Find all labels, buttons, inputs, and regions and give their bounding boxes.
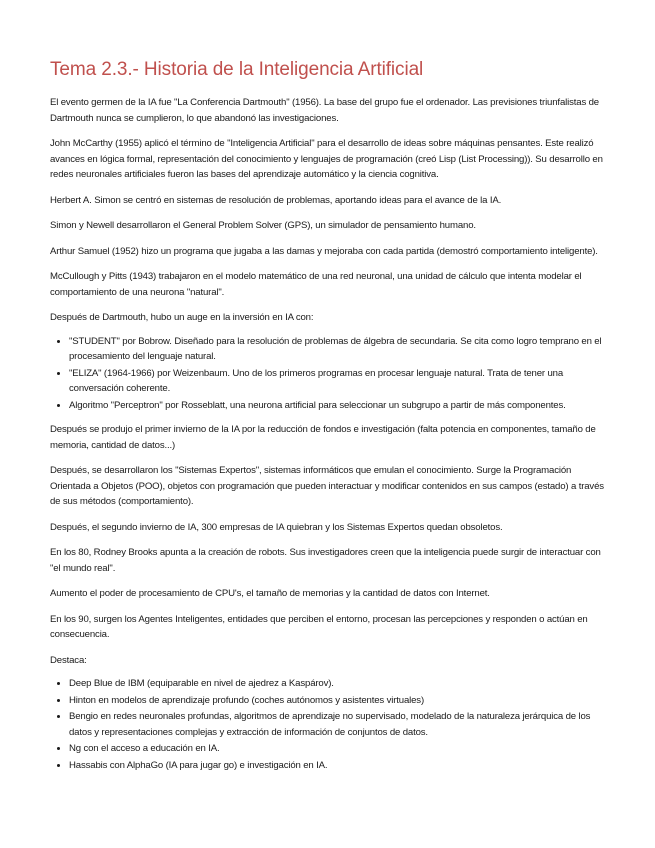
paragraph-simon: Herbert A. Simon se centró en sistemas de resolución de problemas, aportando ideas para el avance de la IA. xyxy=(50,194,502,206)
paragraph-gps: Simon y Newell desarrollaron el General Problem Solver (GPS), un simulador de pensamiento humano. xyxy=(50,220,476,231)
paragraph-intelligent-agents: En los 90, surgen los Agentes Inteligentes, entidades que perciben el entorno, procesan las percepciones y responden o actúan en consecuencia. xyxy=(50,613,588,640)
list-item: • "ELIZA" (1964-1966) por Weizenbaum. Uno de los primeros programas en procesar lenguaje natural. Trata de tener una conversación coherente. xyxy=(69,366,606,397)
paragraph-mccarthy: John McCarthy (1955) aplicó el término de "Inteligencia Artificial" para el desarrollo de ideas sobre máquinas pensantes. Este realizó avances en lógica formal, representación del conocimiento y lenguajes de programación (creó Lisp (List Processing)). Su desarrollo en redes neuronales artificiales fueron las bases del aprendizaje automático y la ciencia cognitiva. xyxy=(50,138,603,180)
list-item: • Ng con el acceso a educación en IA. xyxy=(69,741,606,757)
page-title: Tema 2.3.- Historia de la Inteligencia Artificial xyxy=(50,59,424,80)
paragraph-dartmouth: El evento germen de la IA fue "La Conferencia Dartmouth" (1956). La base del grupo fue el ordenador. Las previsiones triunfalistas de Dartmouth nunca se cumplieron, lo que abandonó las investigaciones. xyxy=(50,97,599,124)
list-item: • Deep Blue de IBM (equiparable en nivel de ajedrez a Kaspárov). xyxy=(69,676,606,692)
paragraph-destaca: Destaca: xyxy=(50,654,87,666)
list-item: • Bengio en redes neuronales profundas, algoritmos de aprendizaje no supervisado, modelado de la naturaleza jerárquica de los datos y representaciones complejas y extracción de información de conjuntos de datos. xyxy=(69,709,606,740)
list-item: • Hassabis con AlphaGo (IA para jugar go) e investigación en IA. xyxy=(69,758,606,774)
paragraph-expert-systems: Después, se desarrollaron los "Sistemas Expertos", sistemas informáticos que emulan el conocimiento. Surge la Programación Orientada a Objetos (POO), objetos con programación que pueden interactuar y modificar contenidos en sus campos (estado) a través de sus métodos (comportamiento). xyxy=(50,465,604,507)
paragraph-samuel: Arthur Samuel (1952) hizo un programa que jugaba a las damas y mejoraba con cada partida (demostró comportamiento inteligente). xyxy=(50,245,598,257)
paragraph-investment-intro: Después de Dartmouth, hubo un auge en la inversión en IA con: xyxy=(50,312,314,323)
list-highlights xyxy=(50,676,606,773)
document-page xyxy=(50,58,606,782)
list-item: • "STUDENT" por Bobrow. Diseñado para la resolución de problemas de álgebra de secundaria. Se cita como logro temprano en el procesamiento del lenguaje natural. xyxy=(69,334,606,365)
list-item: • Hinton en modelos de aprendizaje profundo (coches autónomos y asistentes virtuales) xyxy=(69,693,606,709)
list-item: • Algoritmo "Perceptron" por Rosseblatt, una neurona artificial para seleccionar un subgrupo a partir de más componentes. xyxy=(69,398,606,414)
paragraph-brooks: En los 80, Rodney Brooks apunta a la creación de robots. Sus investigadores creen que la inteligencia puede surgir de interactuar con "el mundo real". xyxy=(50,547,601,574)
paragraph-first-winter: Después se produjo el primer invierno de la IA por la reducción de fondos e investigación (falta potencia en componentes, tamaño de memoria, cantidad de datos...) xyxy=(50,424,596,451)
paragraph-second-winter: Después, el segundo invierno de IA, 300 empresas de IA quiebran y los Sistemas Expertos quedan obsoletos. xyxy=(50,521,503,533)
paragraph-mccullough-pitts: McCullough y Pitts (1943) trabajaron en el modelo matemático de una red neuronal, una unidad de cálculo que intenta modelar el comportamiento de una neurona "natural". xyxy=(50,271,582,298)
list-early-programs xyxy=(50,334,606,414)
paragraph-processing-power: Aumento el poder de procesamiento de CPU's, el tamaño de memorias y la cantidad de datos con Internet. xyxy=(50,588,490,599)
